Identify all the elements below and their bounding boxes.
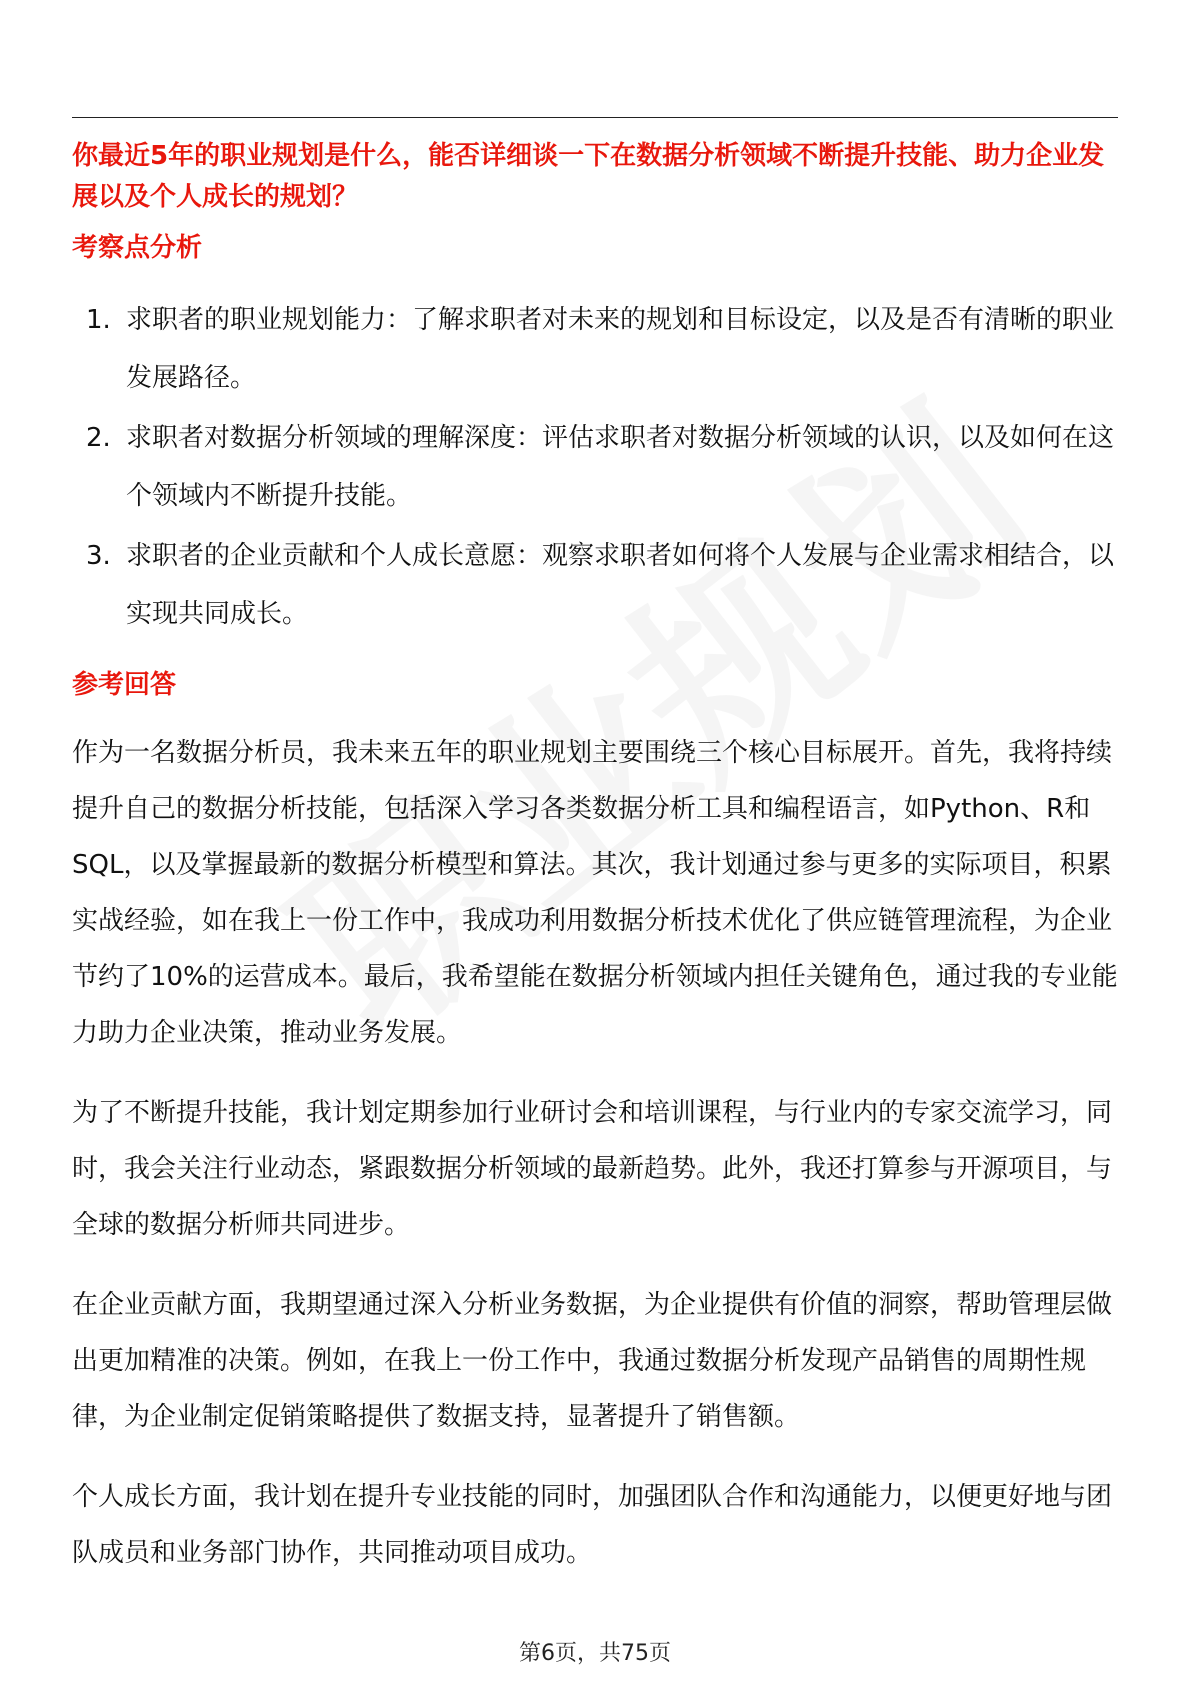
list-number: 3. [86, 541, 111, 571]
list-item [72, 291, 1118, 407]
analysis-points [72, 291, 1118, 643]
answer-paragraph: 个人成长方面，我计划在提升专业技能的同时，加强团队合作和沟通能力，以便更好地与团队成员和业务部门协作，共同推动项目成功。 [72, 1482, 1113, 1568]
answer-paragraph: 作为一名数据分析员，我未来五年的职业规划主要围绕三个核心目标展开。首先，我将持续提升自己的数据分析技能，包括深入学习各类数据分析工具和编程语言，如Python、R和SQL，以及掌握最新的数据分析模型和算法。其次，我计划通过参与更多的实际项目，积累实战经验，如在我上一份工作中，我成功利用数据分析技术优化了供应链管理流程，为企业节约了10%的运营成本。最后，我希望能在数据分析领域内担任关键角色，通过我的专业能力助力企业决策，推动业务发展。 [72, 738, 1118, 1048]
list-item-text: 求职者对数据分析领域的理解深度：评估求职者对数据分析领域的认识，以及如何在这个领域内不断提升技能。 [126, 423, 1115, 511]
answer-paragraph: 为了不断提升技能，我计划定期参加行业研讨会和培训课程，与行业内的专家交流学习，同时，我会关注行业动态，紧跟数据分析领域的最新趋势。此外，我还打算参与开源项目，与全球的数据分析师共同进步。 [72, 1098, 1113, 1240]
header-rule [72, 117, 1118, 118]
analysis-heading: 考察点分析 [72, 233, 203, 263]
list-item-text: 求职者的企业贡献和个人成长意愿：观察求职者如何将个人发展与企业需求相结合，以实现共同成长。 [126, 541, 1115, 629]
list-item [72, 409, 1118, 525]
question-title: 你最近5年的职业规划是什么，能否详细谈一下在数据分析领域不断提升技能、助力企业发展以及个人成长的规划？ [72, 141, 1105, 212]
list-item-text: 求职者的职业规划能力：了解求职者对未来的规划和目标设定，以及是否有清晰的职业发展路径。 [126, 305, 1115, 393]
answer-paragraph: 在企业贡献方面，我期望通过深入分析业务数据，为企业提供有价值的洞察，帮助管理层做出更加精准的决策。例如，在我上一份工作中，我通过数据分析发现产品销售的周期性规律，为企业制定促销策略提供了数据支持，显著提升了销售额。 [72, 1290, 1113, 1432]
page-footer: 第6页，共75页 [519, 1641, 671, 1666]
list-item [72, 527, 1118, 643]
document-body [72, 136, 1118, 1581]
answer-heading: 参考回答 [72, 670, 177, 700]
list-number: 1. [86, 305, 111, 335]
list-number: 2. [86, 423, 111, 453]
